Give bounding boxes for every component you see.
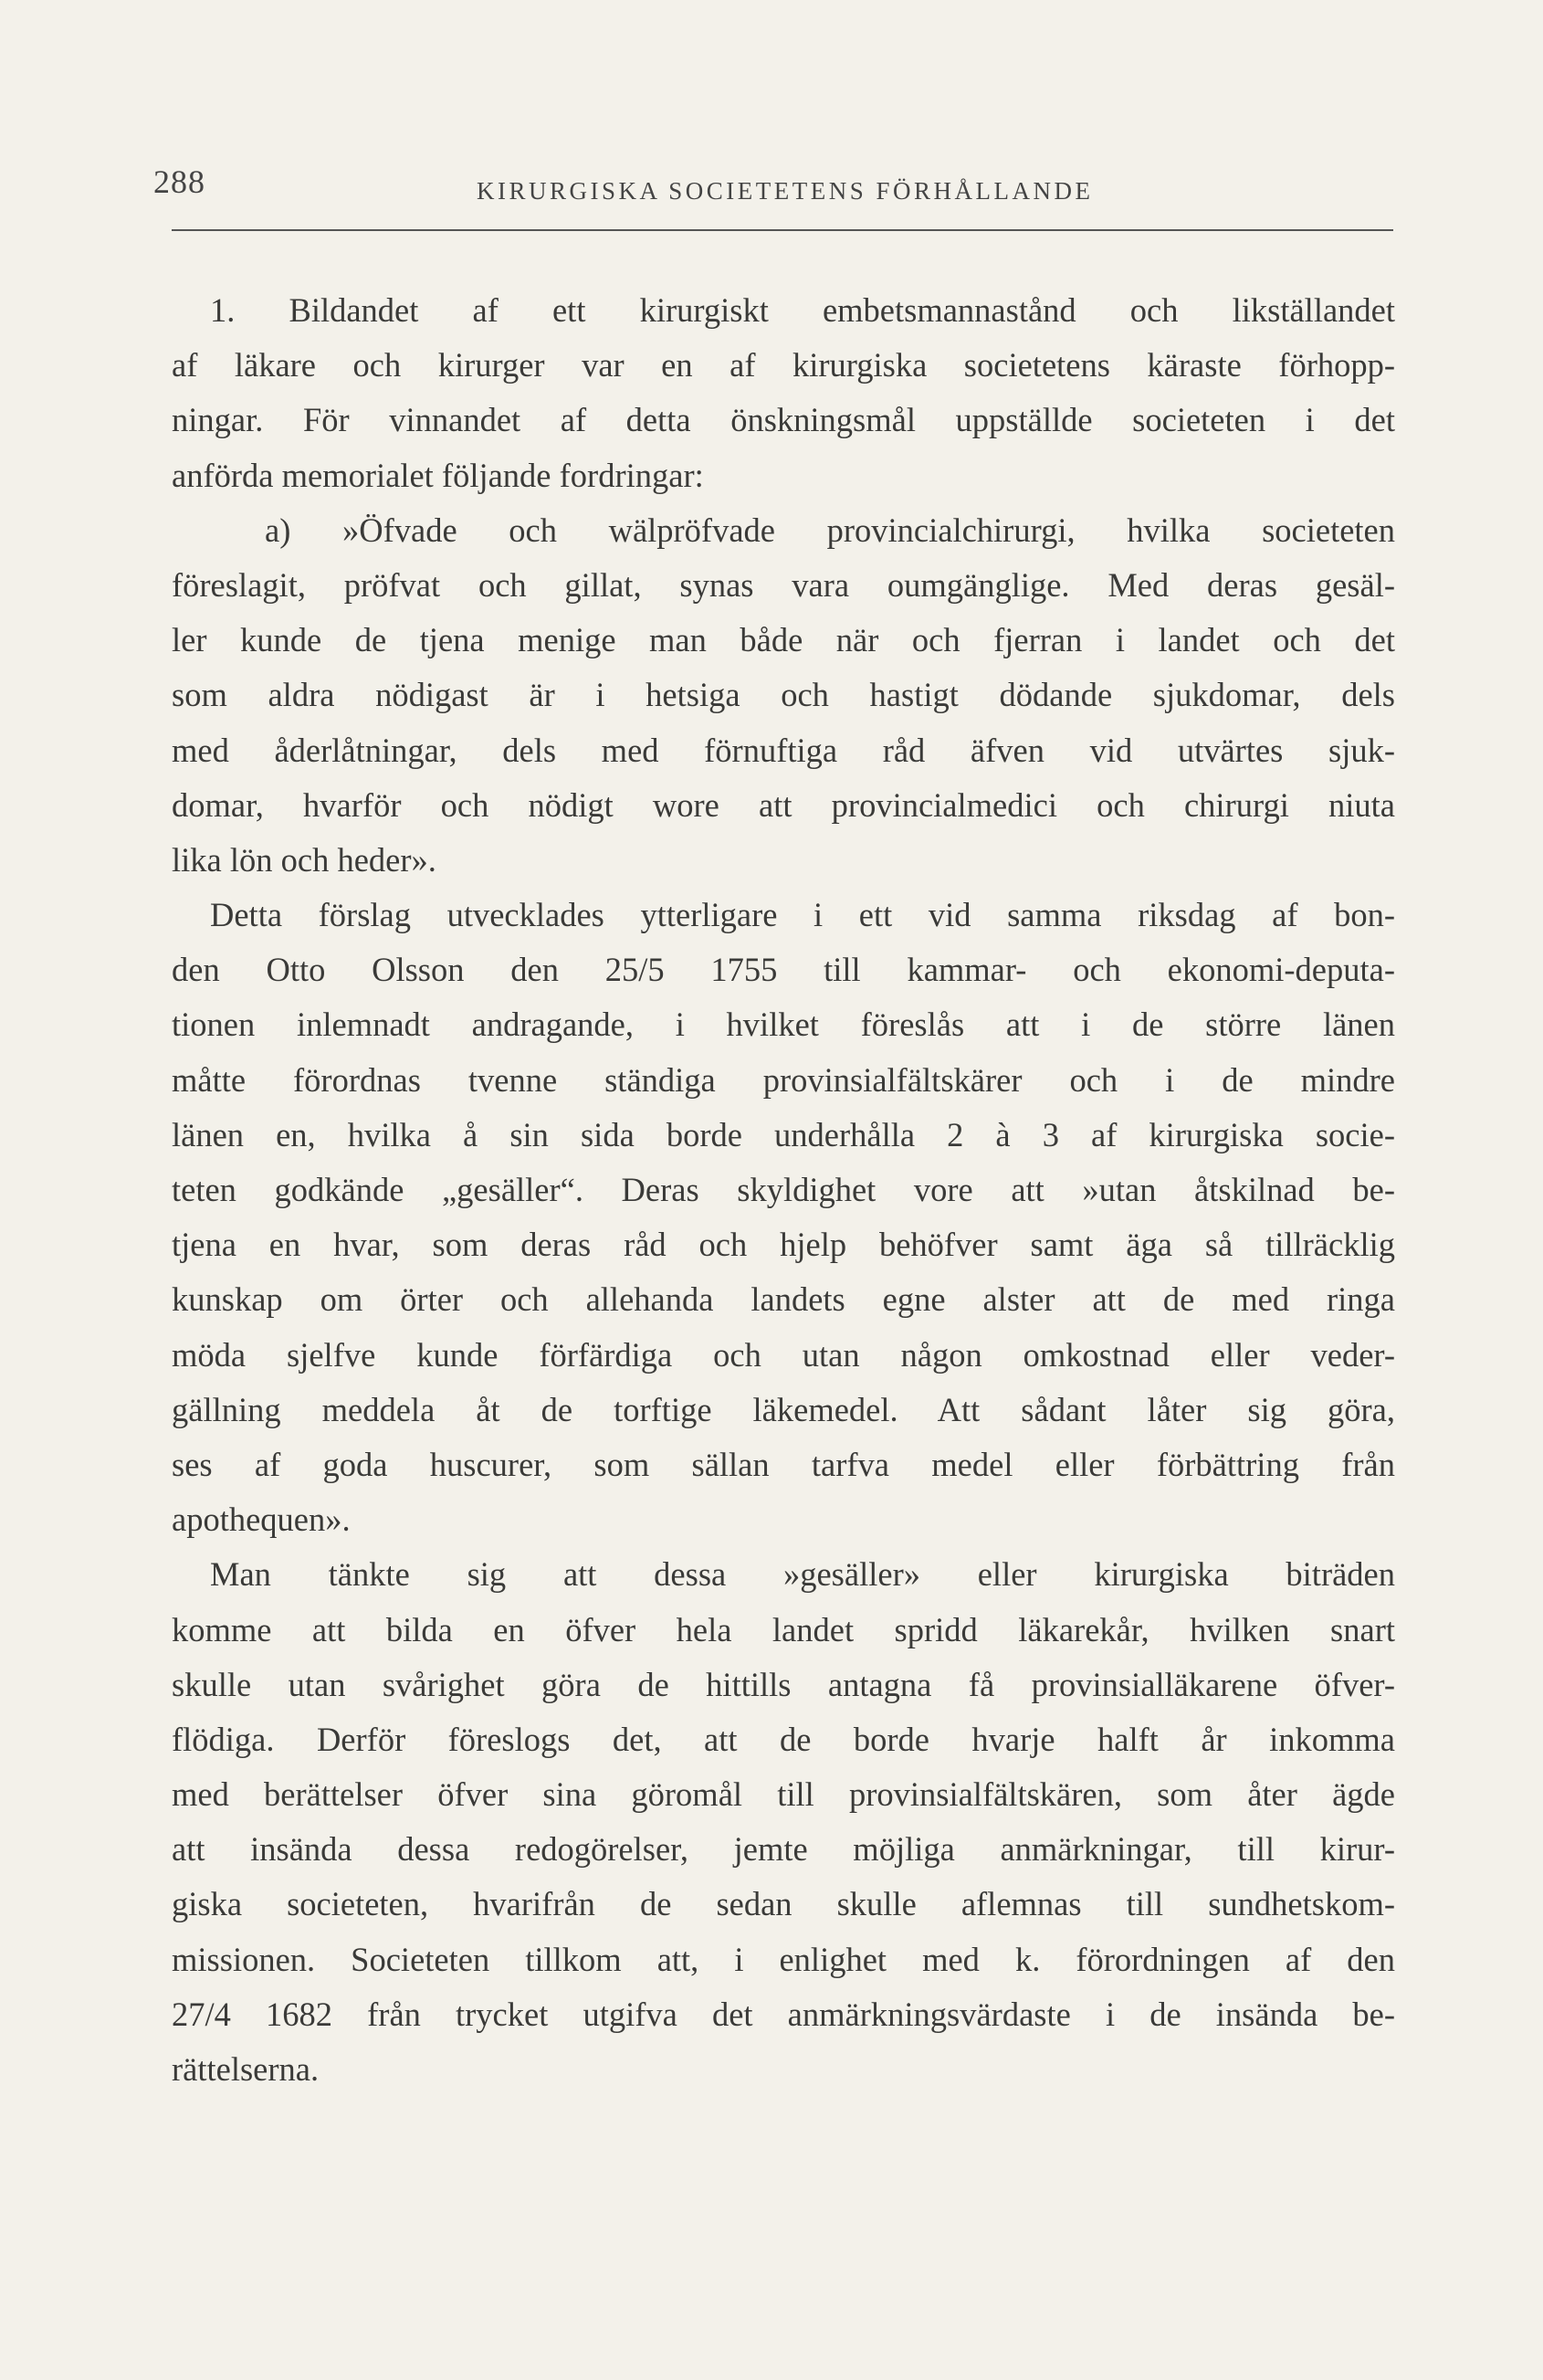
text-line: flödiga. Derför föreslogs det, att de borde hvarje halft år inkomma [172, 1720, 1395, 1758]
text-line: a) »Öfvade och wälpröfvade provincialchirurgi, hvilka societeten [265, 511, 1395, 549]
text-line: kunskap om örter och allehanda landets egne alster att de med ringa [172, 1280, 1395, 1319]
text-line: domar, hvarför och nödigt wore att provincialmedici och chirurgi niuta [172, 785, 1395, 824]
text-line: anförda memorialet följande fordringar: [172, 456, 704, 494]
text-line: den Otto Olsson den 25/5 1755 till kammar- och ekonomi-deputa- [172, 951, 1395, 989]
text-line: lika lön och heder». [172, 840, 436, 879]
text-line: af läkare och kirurger var en af kirurgiska societetens käraste förhopp- [172, 346, 1395, 384]
text-line: apothequen». [172, 1501, 351, 1539]
text-line: tjena en hvar, som deras råd och hjelp behöfver samt äga så tillräcklig [172, 1226, 1395, 1264]
text-line: med åderlåtningar, dels med förnuftiga råd äfven vid utvärtes sjuk- [172, 731, 1395, 769]
text-line: tionen inlemnadt andragande, i hvilket föreslås att i de större länen [172, 1006, 1395, 1044]
text-line: Man tänkte sig att dessa »gesäller» eller kirurgiska biträden [210, 1555, 1395, 1594]
header-rule [172, 229, 1393, 231]
text-line: rättelserna. [172, 2050, 320, 2088]
text-line: att insända dessa redogörelser, jemte möjliga anmärkningar, till kirur- [172, 1830, 1395, 1869]
text-line: föreslagit, pröfvat och gillat, synas vara oumgänglige. Med deras gesäl- [172, 565, 1395, 604]
running-head: KIRURGISKA SOCIETETENS FÖRHÅLLANDE [477, 177, 1094, 205]
text-line: länen en, hvilka å sin sida borde underhålla 2 à 3 af kirurgiska socie- [172, 1115, 1395, 1153]
body-text [172, 283, 1395, 2097]
text-line: komme att bilda en öfver hela landet spridd läkarekår, hvilken snart [172, 1610, 1395, 1648]
text-line: måtte förordnas tvenne ständiga provinsialfältskärer och i de mindre [172, 1060, 1395, 1099]
text-line: missionen. Societeten tillkom att, i enlighet med k. förordningen af den [172, 1940, 1395, 1978]
text-line: giska societeten, hvarifrån de sedan skulle aflemnas till sundhetskom- [172, 1885, 1395, 1923]
text-line: ler kunde de tjena menige man både när och fjerran i landet och det [172, 621, 1395, 659]
text-line: skulle utan svårighet göra de hittills antagna få provinsialläkarene öfver- [172, 1665, 1395, 1703]
text-line: teten godkände „gesäller“. Deras skyldighet vore att »utan åtskilnad be- [172, 1171, 1395, 1208]
text-line: ningar. För vinnandet af detta önskningsmål uppställde societeten i det [172, 401, 1395, 439]
text-line: 27/4 1682 från trycket utgifva det anmärkningsvärdaste i de insända be- [172, 1995, 1395, 2033]
text-line: med berättelser öfver sina göromål till provinsialfältskären, som åter ägde [172, 1775, 1395, 1814]
text-line: gällning meddela åt de torftige läkemedel. Att sådant låter sig göra, [172, 1390, 1395, 1428]
text-line: Detta förslag utvecklades ytterligare i ett vid samma riksdag af bon- [210, 896, 1395, 934]
page-number: 288 [153, 163, 205, 200]
text-line: 1. Bildandet af ett kirurgiskt embetsmannastånd och likställandet [210, 291, 1395, 329]
text-line: möda sjelfve kunde förfärdiga och utan någon omkostnad eller veder- [172, 1335, 1395, 1374]
text-line: ses af goda huscurer, som sällan tarfva medel eller förbättring från [172, 1445, 1395, 1483]
text-line: som aldra nödigast är i hetsiga och hastigt dödande sjukdomar, dels [172, 676, 1395, 714]
